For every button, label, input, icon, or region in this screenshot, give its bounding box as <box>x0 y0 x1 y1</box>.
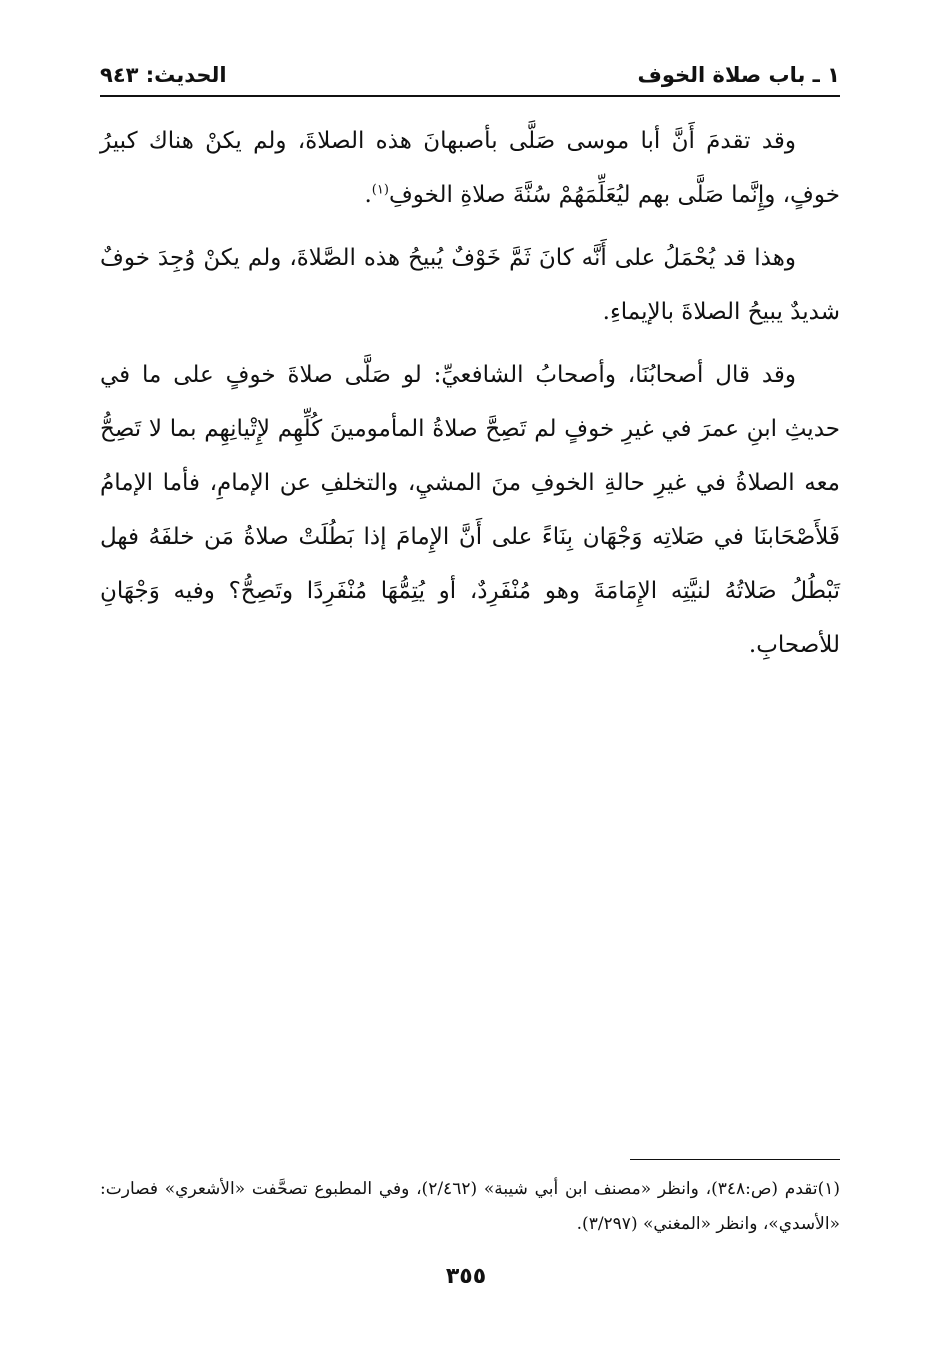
footnotes <box>100 1172 840 1242</box>
footnote-rule <box>630 1159 840 1160</box>
chapter-title: ١ ـ باب صلاة الخوف <box>637 63 840 87</box>
paragraph-1-text: وقد تقدمَ أَنَّ أبا موسى صَلَّى بأصبهانَ هذه الصلاةَ، ولم يكنْ هناك كبيرُ خوفٍ، وإِنَّما صَلَّى بهم ليُعَلِّمَهُمْ سُنَّةَ صلاةِ الخوفِ <box>100 128 840 208</box>
footnote-reference: (١) <box>371 182 389 198</box>
paragraph-3: وقد قال أصحابُنَا، وأصحابُ الشافعيِّ: لو صَلَّى صلاةَ خوفٍ على ما في حديثِ ابنِ عمرَ في غيرِ خوفٍ لم تَصِحَّ صلاةُ المأمومينَ كُلِّهِم لإِتْيانِهِم بما لا تَصِحُّ معه الصلاةُ في غيرِ حالةِ الخوفِ منَ المشيِ، والتخلفِ عن الإمامِ، فأما الإمامُ فَلأَصْحَابنَا في صَلاتِه وَجْهَان بِنَاءً على أَنَّ الإِمامَ إذا بَطُلَتْ صلاةُ مَن خلفَهُ فهل تَبْطُلُ صَلاتُهُ لنيَّتِه الإِمَامَةَ وهو مُنْفَرِدٌ، أو يُتِمُّهَا مُنْفَرِدًا وتَصِحُّ؟ وفيه وَجْهَانِ للأصحابِ. <box>100 362 840 658</box>
running-header <box>100 58 840 92</box>
paragraph-1 <box>100 114 840 222</box>
page-number: ٣٥٥ <box>445 1264 487 1289</box>
paragraph-2: وهذا قد يُحْمَلُ على أَنَّه كانَ ثَمَّ خَوْفٌ يُبيحُ هذه الصَّلاةَ، ولم يكنْ وُجِدَ خوفٌ شديدٌ يبيحُ الصلاةَ بالإيماءِ. <box>100 245 840 325</box>
paragraph-1-tail: . <box>364 182 372 208</box>
hadith-number: الحديث: ٩٤٣ <box>100 63 227 87</box>
main-text <box>100 114 840 681</box>
header-rule <box>100 95 840 97</box>
footnote-1: (١)تقدم (ص:٣٤٨)، وانظر «مصنف ابن أبي شيبة» (٢/٤٦٢)، وفي المطبوع تصحَّفت «الأشعري» فصارت: «الأسدي»، وانظر «المغني» (٣/٢٩٧). <box>100 1179 840 1234</box>
